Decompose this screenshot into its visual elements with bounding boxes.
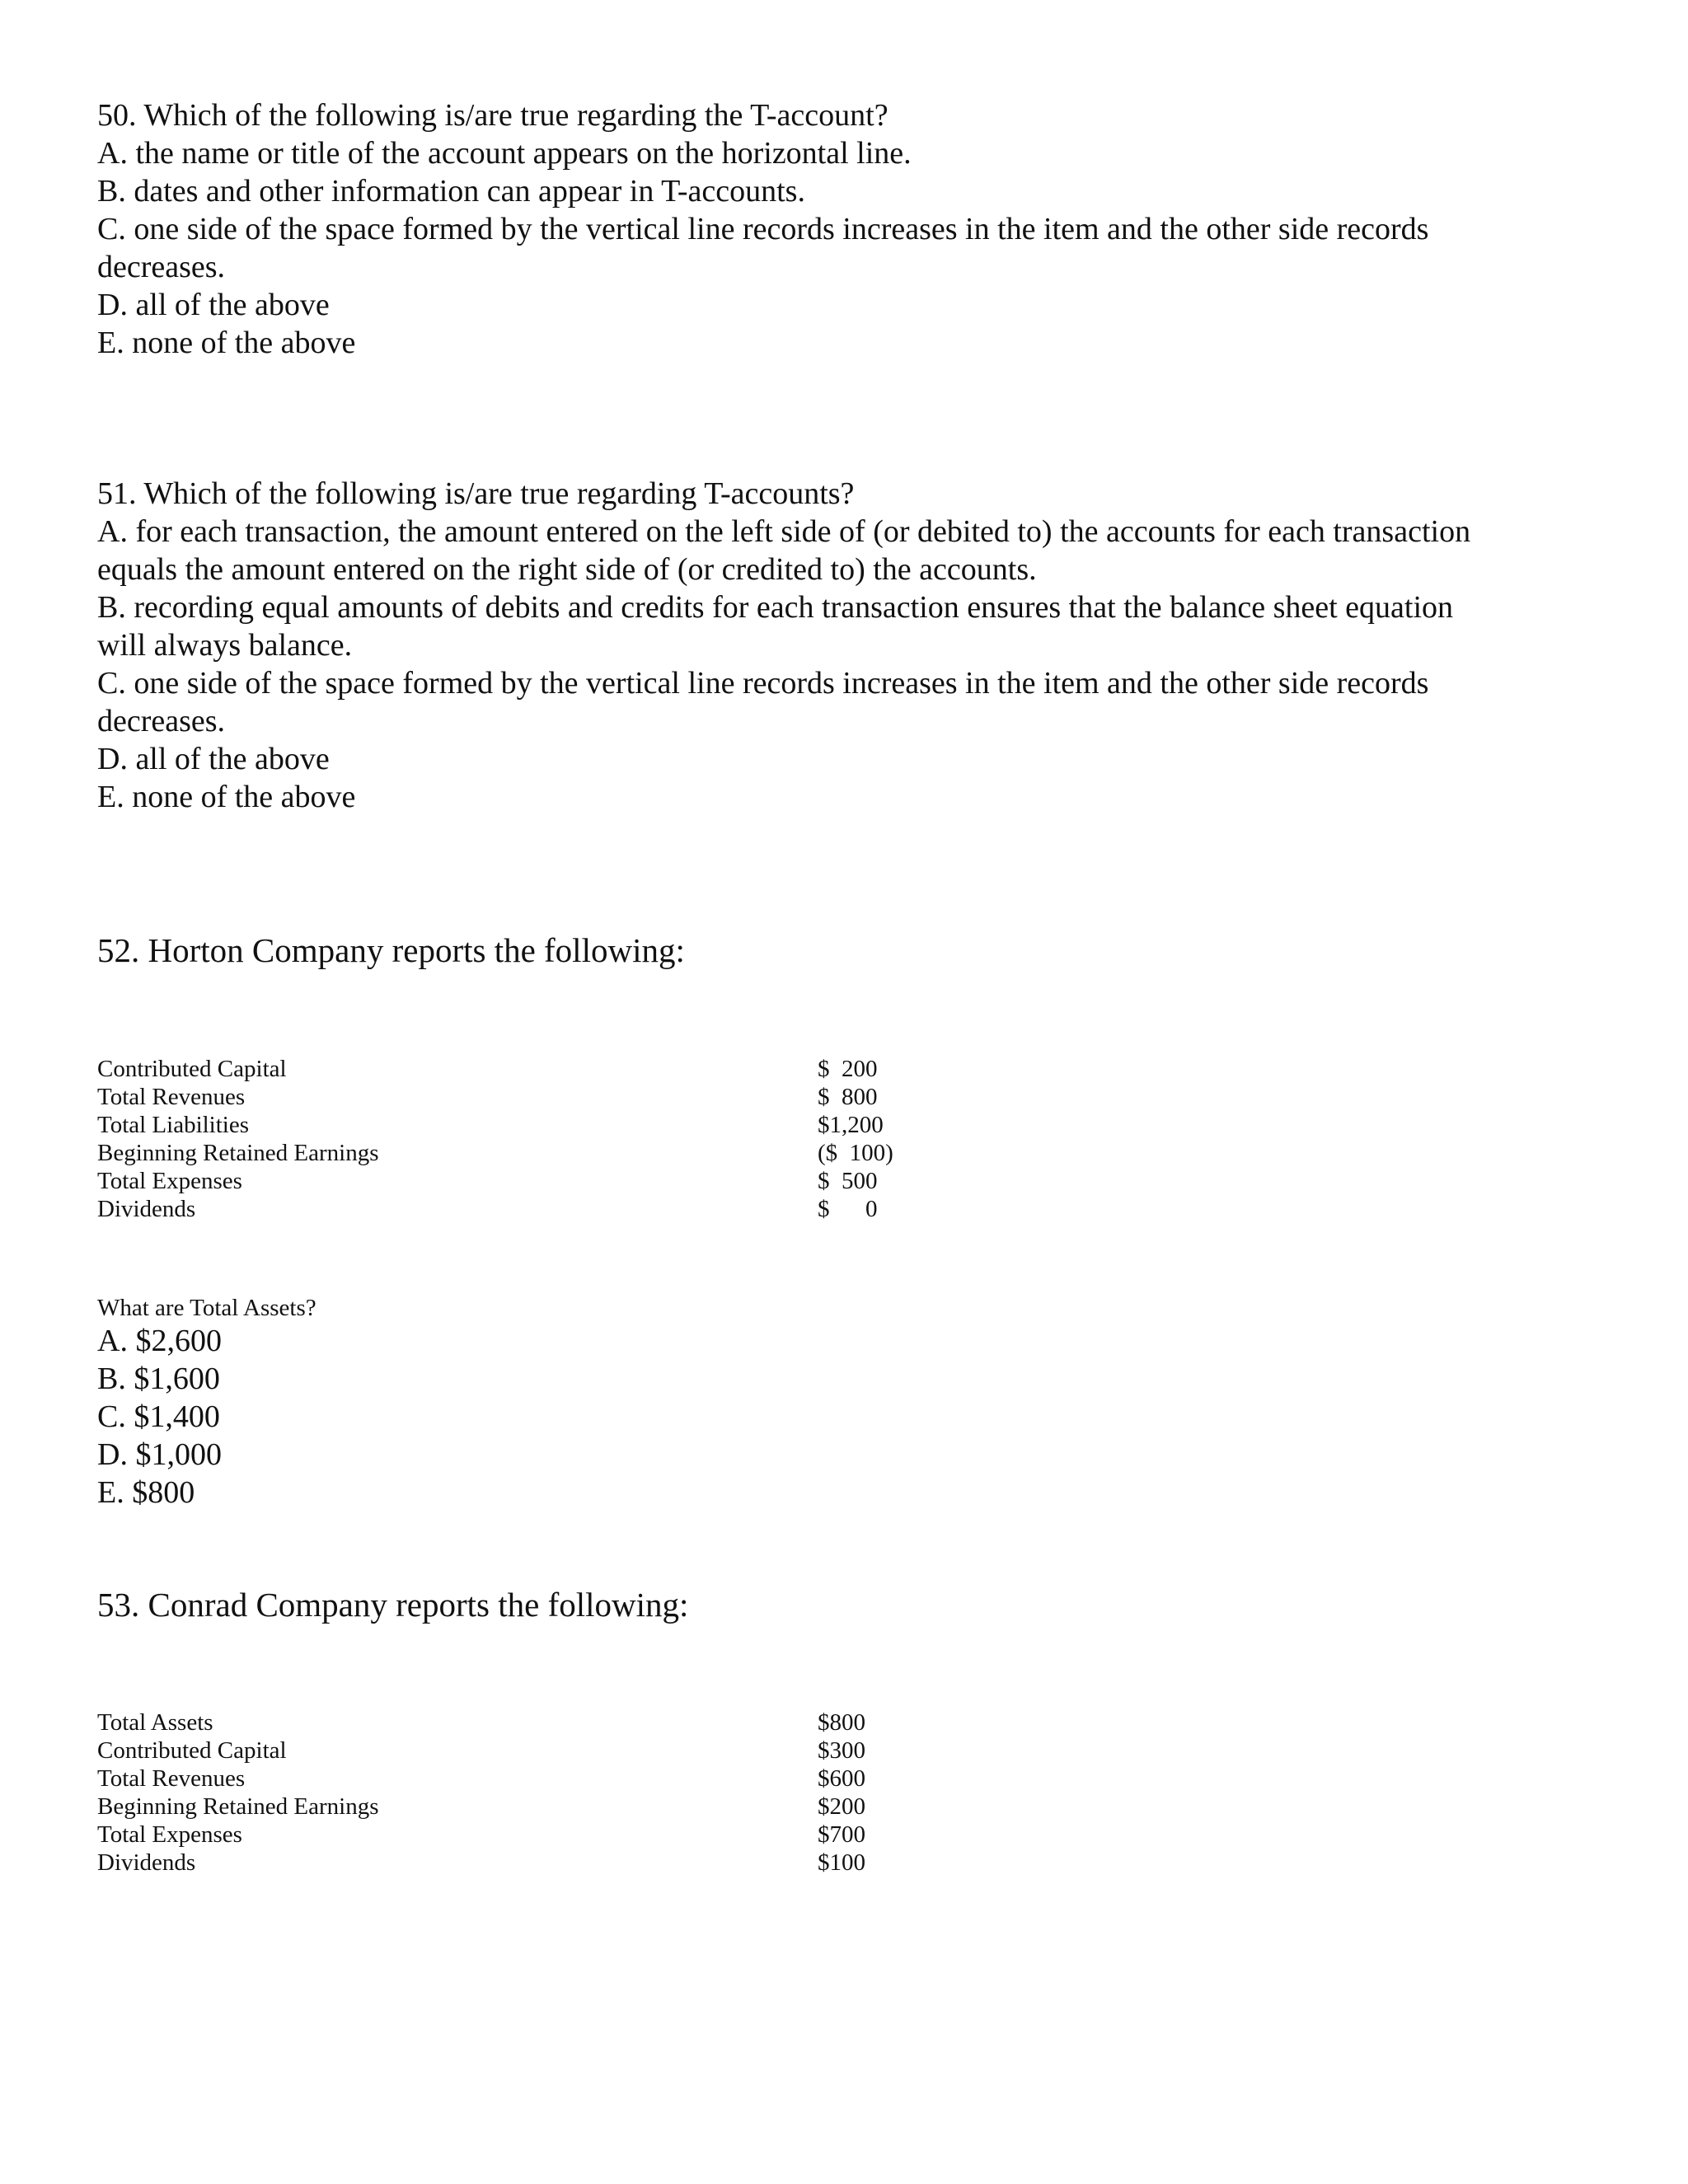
conrad-data-table xyxy=(97,1708,921,1877)
question-52-choice-b: B. $1,600 xyxy=(97,1361,220,1396)
table-row xyxy=(97,1167,921,1195)
question-50-stem: 50. Which of the following is/are true regarding the T-account? xyxy=(97,98,889,133)
row-value: $200 xyxy=(818,1793,865,1820)
question-51-stem: 51. Which of the following is/are true regarding T-accounts? xyxy=(97,476,855,511)
row-label: Total Expenses xyxy=(97,1821,242,1848)
row-value: $ 200 xyxy=(818,1056,878,1082)
question-52-prompt: What are Total Assets? xyxy=(97,1295,316,1321)
row-label: Total Expenses xyxy=(97,1168,242,1194)
row-value: $100 xyxy=(818,1849,865,1876)
question-51-option-c-cont: decreases. xyxy=(97,704,226,738)
question-51-option-b: B. recording equal amounts of debits and credits for each transaction ensures that the balance sheet equation xyxy=(97,590,1454,625)
table-row xyxy=(97,1083,921,1111)
table-row xyxy=(97,1708,921,1736)
question-52-title: 52. Horton Company reports the following: xyxy=(97,931,685,969)
question-52-answers xyxy=(97,1294,1581,1511)
question-51-option-e: E. none of the above xyxy=(97,780,356,814)
question-50-option-e: E. none of the above xyxy=(97,326,356,360)
row-label: Beginning Retained Earnings xyxy=(97,1793,379,1820)
question-51-option-b-cont: will always balance. xyxy=(97,628,353,663)
row-label: Total Revenues xyxy=(97,1765,246,1792)
table-row xyxy=(97,1055,921,1083)
row-value: $ 0 xyxy=(818,1196,878,1222)
question-52-choice-a: A. $2,600 xyxy=(97,1324,222,1358)
question-52-choice-e: E. $800 xyxy=(97,1475,195,1510)
row-value: ($ 100) xyxy=(818,1140,893,1166)
table-row xyxy=(97,1849,921,1877)
question-50-option-a: A. the name or title of the account appears on the horizontal line. xyxy=(97,136,912,171)
row-value: $700 xyxy=(818,1821,865,1848)
row-value: $ 500 xyxy=(818,1168,878,1194)
row-value: $ 800 xyxy=(818,1084,878,1110)
row-label: Total Assets xyxy=(97,1709,213,1736)
table-row xyxy=(97,1793,921,1821)
row-value: $300 xyxy=(818,1737,865,1764)
table-row xyxy=(97,1765,921,1793)
table-row xyxy=(97,1195,921,1223)
row-label: Total Revenues xyxy=(97,1084,246,1110)
horton-data-table xyxy=(97,1055,921,1223)
question-50 xyxy=(97,96,1581,362)
table-row xyxy=(97,1821,921,1849)
question-51 xyxy=(97,475,1581,816)
table-row xyxy=(97,1139,921,1167)
row-label: Contributed Capital xyxy=(97,1737,287,1764)
question-52-choice-c: C. $1,400 xyxy=(97,1399,220,1434)
question-52-choice-d: D. $1,000 xyxy=(97,1437,222,1472)
question-53-title: 53. Conrad Company reports the following: xyxy=(97,1586,689,1624)
row-value: $600 xyxy=(818,1765,865,1792)
row-value: $1,200 xyxy=(818,1112,884,1138)
table-row xyxy=(97,1111,921,1139)
question-52 xyxy=(97,931,1581,969)
question-51-option-c: C. one side of the space formed by the vertical line records increases in the item and the other side records xyxy=(97,666,1429,701)
row-label: Contributed Capital xyxy=(97,1056,287,1082)
row-label: Beginning Retained Earnings xyxy=(97,1140,379,1166)
question-51-option-a: A. for each transaction, the amount entered on the left side of (or debited to) the accounts for each transaction xyxy=(97,514,1471,549)
row-label: Dividends xyxy=(97,1849,196,1876)
question-50-option-c: C. one side of the space formed by the vertical line records increases in the item and the other side records xyxy=(97,212,1429,246)
row-label: Total Liabilities xyxy=(97,1112,250,1138)
row-value: $800 xyxy=(818,1709,865,1736)
question-51-option-d: D. all of the above xyxy=(97,742,330,776)
document-page xyxy=(97,0,1581,2184)
question-50-option-d: D. all of the above xyxy=(97,288,330,322)
question-50-option-c-cont: decreases. xyxy=(97,250,226,284)
question-50-option-b: B. dates and other information can appear in T-accounts. xyxy=(97,174,805,209)
question-53 xyxy=(97,1586,1581,1624)
question-51-option-a-cont: equals the amount entered on the right side of (or credited to) the accounts. xyxy=(97,552,1037,587)
row-label: Dividends xyxy=(97,1196,196,1222)
table-row xyxy=(97,1736,921,1765)
